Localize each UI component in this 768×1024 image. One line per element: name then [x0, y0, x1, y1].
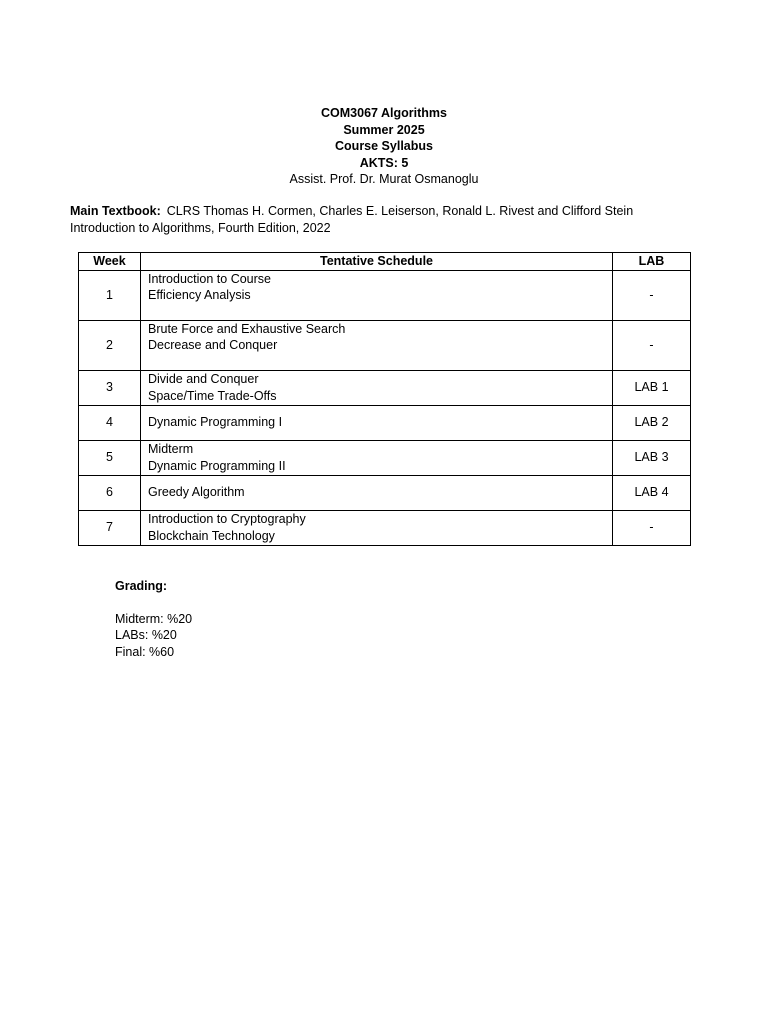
textbook-title: Introduction to Algorithms, Fourth Edition, 2022: [70, 220, 331, 235]
course-title: COM3067 Algorithms: [321, 106, 447, 120]
table-row: [79, 405, 691, 440]
lab-cell: -: [613, 510, 691, 545]
topics-cell: [141, 510, 613, 545]
topic: Brute Force and Exhaustive Search: [148, 321, 346, 336]
grading-section: [115, 578, 192, 660]
week-number: 3: [79, 370, 141, 405]
week-number: 6: [79, 475, 141, 510]
week-number: 1: [79, 270, 141, 320]
grading-title: Grading:: [115, 579, 168, 593]
topics-column-header: Tentative Schedule: [141, 253, 613, 271]
textbook-section: [70, 203, 730, 236]
grading-item-midterm: Midterm: %20: [115, 611, 193, 626]
course-term: Summer 2025: [343, 122, 425, 137]
document-type: Course Syllabus: [335, 139, 433, 153]
lab-column-header: LAB: [613, 253, 691, 271]
week-column-header: Week: [79, 253, 141, 271]
lab-cell: LAB 4: [613, 475, 691, 510]
grading-item-labs: LABs: %20: [115, 628, 177, 642]
lab-cell: LAB 2: [613, 405, 691, 440]
table-row: [79, 370, 691, 405]
course-credits: AKTS: 5: [359, 155, 409, 170]
schedule-table: [78, 252, 691, 546]
lab-cell: LAB 1: [613, 370, 691, 405]
topics-cell: [141, 405, 613, 440]
topic: Divide and Conquer: [148, 372, 259, 386]
topic: Greedy Algorithm: [148, 485, 245, 500]
topic: Dynamic Programming I: [148, 415, 283, 430]
topic: Midterm: [148, 442, 194, 456]
document-header: [0, 105, 768, 188]
schedule-header-row: [79, 253, 691, 271]
table-row: [79, 510, 691, 545]
topic: Introduction to Course: [148, 271, 271, 286]
week-number: 4: [79, 405, 141, 440]
lab-cell: LAB 3: [613, 440, 691, 475]
topic: Space/Time Trade-Offs: [148, 388, 277, 403]
textbook-authors-row: [70, 203, 730, 220]
table-row: [79, 320, 691, 370]
topics-cell: [141, 440, 613, 475]
topics-cell: [141, 320, 613, 370]
table-row: [79, 475, 691, 510]
grading-item-final: Final: %60: [115, 644, 175, 659]
textbook-authors: CLRS Thomas H. Cormen, Charles E. Leiserson, Ronald L. Rivest and Clifford Stein: [166, 204, 634, 218]
week-number: 7: [79, 510, 141, 545]
topics-cell: [141, 370, 613, 405]
week-number: 5: [79, 440, 141, 475]
table-row: [79, 440, 691, 475]
topic: Decrease and Conquer: [148, 338, 278, 352]
topic: Efficiency Analysis: [148, 288, 251, 302]
topic: Introduction to Cryptography: [148, 512, 306, 526]
week-number: 2: [79, 320, 141, 370]
table-row: [79, 270, 691, 320]
lab-cell: -: [613, 320, 691, 370]
topics-cell: [141, 270, 613, 320]
topic: Blockchain Technology: [148, 528, 275, 543]
lab-cell: -: [613, 270, 691, 320]
instructor-name: Assist. Prof. Dr. Murat Osmanoglu: [289, 172, 479, 186]
topic: Dynamic Programming II: [148, 458, 286, 473]
textbook-label: Main Textbook:: [70, 204, 161, 218]
topics-cell: [141, 475, 613, 510]
